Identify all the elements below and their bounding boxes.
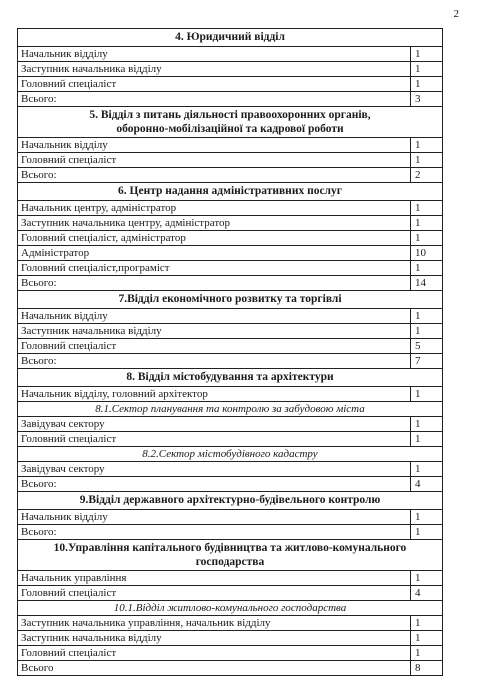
table-row	[18, 246, 443, 261]
section-title-line: 10.Управління капітального будівництва та житлово-комунального	[53, 542, 407, 554]
staff-table	[17, 28, 443, 676]
section-title-line: оборонно-мобілізаційної та кадрової роботи	[116, 123, 344, 135]
section-header	[18, 369, 443, 387]
position-cell: Головний спеціаліст	[18, 339, 411, 354]
count-cell: 7	[411, 354, 443, 369]
table-row	[18, 631, 443, 646]
count-cell: 14	[411, 276, 443, 291]
position-cell: Адміністратор	[18, 246, 411, 261]
section-title: 9.Відділ державного архітектурно-будівельного контролю	[18, 492, 443, 510]
count-cell: 1	[411, 309, 443, 324]
position-cell: Начальник відділу, головний архітектор	[18, 387, 411, 402]
position-cell: Начальник відділу	[18, 47, 411, 62]
section-header	[18, 540, 443, 571]
table-row	[18, 354, 443, 369]
position-cell: Головний спеціаліст	[18, 646, 411, 661]
count-cell: 1	[411, 432, 443, 447]
position-cell: Головний спеціаліст, адміністратор	[18, 231, 411, 246]
count-cell: 1	[411, 231, 443, 246]
count-cell: 2	[411, 168, 443, 183]
count-cell: 1	[411, 616, 443, 631]
table-row	[18, 153, 443, 168]
section-title: 6. Центр надання адміністративних послуг	[18, 183, 443, 201]
subsection-title: 8.2.Сектор містобудівного кадастру	[18, 447, 443, 462]
count-cell: 1	[411, 138, 443, 153]
position-cell: Всього	[18, 661, 411, 676]
count-cell: 1	[411, 631, 443, 646]
count-cell: 1	[411, 387, 443, 402]
section-title	[18, 540, 443, 571]
table-row	[18, 525, 443, 540]
count-cell: 1	[411, 510, 443, 525]
count-cell: 1	[411, 62, 443, 77]
section-title-line: господарства	[195, 556, 265, 568]
section-title	[18, 107, 443, 138]
table-row	[18, 387, 443, 402]
count-cell: 4	[411, 477, 443, 492]
subsection-header	[18, 601, 443, 616]
count-cell: 1	[411, 571, 443, 586]
count-cell: 1	[411, 261, 443, 276]
position-cell: Начальник центру, адміністратор	[18, 201, 411, 216]
count-cell: 1	[411, 47, 443, 62]
table-row	[18, 616, 443, 631]
position-cell: Головний спеціаліст	[18, 586, 411, 601]
count-cell: 1	[411, 462, 443, 477]
table-row	[18, 324, 443, 339]
table-row	[18, 571, 443, 586]
position-cell: Всього:	[18, 354, 411, 369]
table-row	[18, 231, 443, 246]
count-cell: 1	[411, 646, 443, 661]
position-cell: Всього:	[18, 168, 411, 183]
table-row	[18, 462, 443, 477]
count-cell: 8	[411, 661, 443, 676]
count-cell: 1	[411, 417, 443, 432]
table-row	[18, 261, 443, 276]
position-cell: Всього:	[18, 525, 411, 540]
table-row	[18, 276, 443, 291]
count-cell: 1	[411, 525, 443, 540]
section-title: 4. Юридичний відділ	[18, 29, 443, 47]
table-row	[18, 168, 443, 183]
count-cell: 1	[411, 216, 443, 231]
section-title: 8. Відділ містобудування та архітектури	[18, 369, 443, 387]
position-cell: Заступник начальника відділу	[18, 631, 411, 646]
table-row	[18, 432, 443, 447]
position-cell: Завідувач сектору	[18, 417, 411, 432]
position-cell: Всього:	[18, 477, 411, 492]
count-cell: 3	[411, 92, 443, 107]
subsection-title: 10.1.Відділ житлово-комунального господарства	[18, 601, 443, 616]
subsection-header	[18, 402, 443, 417]
position-cell: Начальник відділу	[18, 309, 411, 324]
page-number: 2	[453, 8, 459, 20]
section-header	[18, 183, 443, 201]
count-cell: 1	[411, 201, 443, 216]
count-cell: 1	[411, 324, 443, 339]
table-row	[18, 77, 443, 92]
section-header	[18, 29, 443, 47]
position-cell: Заступник начальника відділу	[18, 62, 411, 77]
table-row	[18, 47, 443, 62]
table-row	[18, 586, 443, 601]
table-row	[18, 138, 443, 153]
position-cell: Головний спеціаліст	[18, 153, 411, 168]
position-cell: Головний спеціаліст,програміст	[18, 261, 411, 276]
section-title-line: 5. Відділ з питань діяльності правоохоронних органів,	[89, 109, 371, 121]
position-cell: Заступник начальника центру, адміністратор	[18, 216, 411, 231]
count-cell: 1	[411, 77, 443, 92]
table-row	[18, 92, 443, 107]
position-cell: Начальник управління	[18, 571, 411, 586]
count-cell: 1	[411, 153, 443, 168]
table-row	[18, 646, 443, 661]
table-row	[18, 510, 443, 525]
table-row	[18, 477, 443, 492]
section-header	[18, 291, 443, 309]
count-cell: 10	[411, 246, 443, 261]
table-row	[18, 62, 443, 77]
table-row	[18, 661, 443, 676]
subsection-title: 8.1.Сектор планування та контролю за забудовою міста	[18, 402, 443, 417]
position-cell: Заступник начальника відділу	[18, 324, 411, 339]
section-title: 7.Відділ економічного розвитку та торгівлі	[18, 291, 443, 309]
table-row	[18, 339, 443, 354]
count-cell: 4	[411, 586, 443, 601]
table-row	[18, 417, 443, 432]
position-cell: Всього:	[18, 92, 411, 107]
section-header	[18, 492, 443, 510]
subsection-header	[18, 447, 443, 462]
position-cell: Завідувач сектору	[18, 462, 411, 477]
position-cell: Головний спеціаліст	[18, 432, 411, 447]
table-row	[18, 309, 443, 324]
section-header	[18, 107, 443, 138]
position-cell: Головний спеціаліст	[18, 77, 411, 92]
count-cell: 5	[411, 339, 443, 354]
position-cell: Начальник відділу	[18, 138, 411, 153]
position-cell: Всього:	[18, 276, 411, 291]
position-cell: Заступник начальника управління, начальник відділу	[18, 616, 411, 631]
position-cell: Начальник відділу	[18, 510, 411, 525]
table-row	[18, 201, 443, 216]
table-row	[18, 216, 443, 231]
